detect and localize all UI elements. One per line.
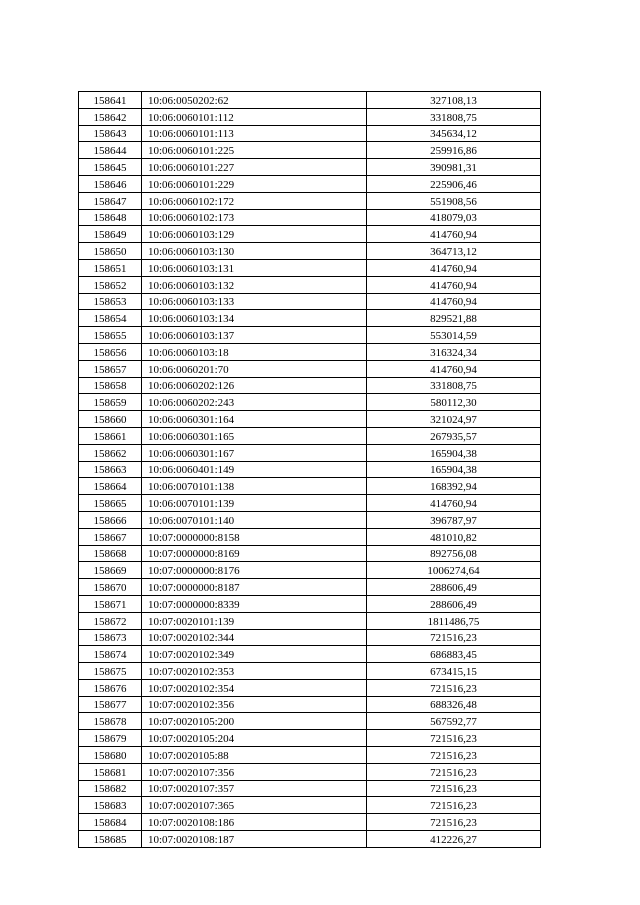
cadastral-number-cell: 10:07:0020107:356 [142,763,367,780]
cadastral-number-cell: 10:07:0000000:8187 [142,579,367,596]
table-row [79,831,541,848]
table-row [79,579,541,596]
table-row [79,209,541,226]
value-cell: 414760,94 [367,495,541,512]
row-id-cell: 158659 [79,394,142,411]
row-id-cell: 158675 [79,663,142,680]
table-row [79,528,541,545]
cadastral-number-cell: 10:06:0050202:62 [142,92,367,109]
table-row [79,478,541,495]
table-row [79,360,541,377]
table-row [79,730,541,747]
cadastral-number-cell: 10:07:0020105:204 [142,730,367,747]
value-cell: 316324,34 [367,343,541,360]
value-cell: 327108,13 [367,92,541,109]
cadastral-number-cell: 10:06:0060103:129 [142,226,367,243]
row-id-cell: 158676 [79,679,142,696]
table-row [79,427,541,444]
value-cell: 414760,94 [367,293,541,310]
cadastral-number-cell: 10:07:0020105:88 [142,747,367,764]
table-row [79,108,541,125]
value-cell: 288606,49 [367,595,541,612]
value-cell: 345634,12 [367,125,541,142]
row-id-cell: 158646 [79,175,142,192]
cadastral-number-cell: 10:07:0020108:187 [142,831,367,848]
cadastral-number-cell: 10:06:0060101:225 [142,142,367,159]
table-row [79,663,541,680]
value-cell: 331808,75 [367,108,541,125]
table-row [79,797,541,814]
value-cell: 321024,97 [367,411,541,428]
row-id-cell: 158651 [79,259,142,276]
cadastral-number-cell: 10:07:0020102:349 [142,646,367,663]
row-id-cell: 158658 [79,377,142,394]
row-id-cell: 158684 [79,814,142,831]
row-id-cell: 158668 [79,545,142,562]
cadastral-number-cell: 10:07:0020102:344 [142,629,367,646]
row-id-cell: 158666 [79,511,142,528]
row-id-cell: 158673 [79,629,142,646]
value-cell: 553014,59 [367,327,541,344]
cadastral-number-cell: 10:06:0060202:243 [142,394,367,411]
table-row [79,327,541,344]
value-cell: 414760,94 [367,276,541,293]
row-id-cell: 158641 [79,92,142,109]
row-id-cell: 158677 [79,696,142,713]
cadastral-number-cell: 10:07:0000000:8158 [142,528,367,545]
value-cell: 1006274,64 [367,562,541,579]
row-id-cell: 158654 [79,310,142,327]
cadastral-number-cell: 10:06:0060103:137 [142,327,367,344]
value-cell: 412226,27 [367,831,541,848]
cadastral-number-cell: 10:06:0060401:149 [142,461,367,478]
cadastral-number-cell: 10:06:0060301:164 [142,411,367,428]
value-cell: 1811486,75 [367,612,541,629]
table-row [79,595,541,612]
cadastral-number-cell: 10:06:0070101:139 [142,495,367,512]
row-id-cell: 158652 [79,276,142,293]
row-id-cell: 158648 [79,209,142,226]
cadastral-number-cell: 10:06:0060202:126 [142,377,367,394]
table-row [79,92,541,109]
cadastral-number-cell: 10:06:0060102:173 [142,209,367,226]
cadastral-number-cell: 10:07:0020108:186 [142,814,367,831]
table-row [79,629,541,646]
row-id-cell: 158669 [79,562,142,579]
value-cell: 688326,48 [367,696,541,713]
row-id-cell: 158644 [79,142,142,159]
table-row [79,814,541,831]
row-id-cell: 158667 [79,528,142,545]
row-id-cell: 158655 [79,327,142,344]
value-cell: 721516,23 [367,747,541,764]
cadastral-number-cell: 10:06:0060301:165 [142,427,367,444]
row-id-cell: 158663 [79,461,142,478]
cadastral-number-cell: 10:06:0060301:167 [142,444,367,461]
cadastral-number-cell: 10:07:0000000:8169 [142,545,367,562]
value-cell: 267935,57 [367,427,541,444]
table-row [79,461,541,478]
value-cell: 390981,31 [367,159,541,176]
value-cell: 580112,30 [367,394,541,411]
row-id-cell: 158650 [79,243,142,260]
cadastral-number-cell: 10:07:0020102:356 [142,696,367,713]
value-cell: 331808,75 [367,377,541,394]
value-cell: 686883,45 [367,646,541,663]
table-row [79,411,541,428]
table-row [79,175,541,192]
table-row [79,343,541,360]
table-row [79,310,541,327]
row-id-cell: 158679 [79,730,142,747]
value-cell: 364713,12 [367,243,541,260]
table-body [79,92,541,848]
cadastral-number-cell: 10:06:0060103:133 [142,293,367,310]
cadastral-value-table [78,91,541,848]
table-row [79,377,541,394]
table-row [79,747,541,764]
cadastral-number-cell: 10:07:0020107:365 [142,797,367,814]
table-row [79,226,541,243]
row-id-cell: 158674 [79,646,142,663]
table-row [79,646,541,663]
value-cell: 721516,23 [367,814,541,831]
table-row [79,125,541,142]
value-cell: 673415,15 [367,663,541,680]
row-id-cell: 158657 [79,360,142,377]
cadastral-number-cell: 10:06:0070101:140 [142,511,367,528]
cadastral-number-cell: 10:06:0070101:138 [142,478,367,495]
table-row [79,679,541,696]
value-cell: 414760,94 [367,360,541,377]
value-cell: 721516,23 [367,797,541,814]
row-id-cell: 158664 [79,478,142,495]
cadastral-number-cell: 10:06:0060103:132 [142,276,367,293]
table-row [79,763,541,780]
cadastral-number-cell: 10:07:0020105:200 [142,713,367,730]
value-cell: 829521,88 [367,310,541,327]
cadastral-number-cell: 10:07:0000000:8176 [142,562,367,579]
row-id-cell: 158678 [79,713,142,730]
cadastral-number-cell: 10:06:0060103:18 [142,343,367,360]
value-cell: 721516,23 [367,629,541,646]
row-id-cell: 158683 [79,797,142,814]
row-id-cell: 158681 [79,763,142,780]
row-id-cell: 158656 [79,343,142,360]
row-id-cell: 158649 [79,226,142,243]
table-row [79,259,541,276]
value-cell: 259916,86 [367,142,541,159]
row-id-cell: 158670 [79,579,142,596]
cadastral-number-cell: 10:06:0060101:229 [142,175,367,192]
cadastral-number-cell: 10:06:0060103:134 [142,310,367,327]
table-row [79,713,541,730]
value-cell: 567592,77 [367,713,541,730]
value-cell: 551908,56 [367,192,541,209]
cadastral-number-cell: 10:07:0020101:139 [142,612,367,629]
cadastral-number-cell: 10:06:0060101:112 [142,108,367,125]
value-cell: 165904,38 [367,461,541,478]
cadastral-number-cell: 10:06:0060102:172 [142,192,367,209]
table-row [79,495,541,512]
cadastral-number-cell: 10:07:0020102:353 [142,663,367,680]
value-cell: 481010,82 [367,528,541,545]
value-cell: 165904,38 [367,444,541,461]
row-id-cell: 158680 [79,747,142,764]
value-cell: 418079,03 [367,209,541,226]
table-row [79,243,541,260]
row-id-cell: 158660 [79,411,142,428]
table-row [79,780,541,797]
cadastral-number-cell: 10:06:0060201:70 [142,360,367,377]
table-row [79,545,541,562]
value-cell: 288606,49 [367,579,541,596]
cadastral-number-cell: 10:07:0000000:8339 [142,595,367,612]
row-id-cell: 158645 [79,159,142,176]
cadastral-number-cell: 10:07:0020102:354 [142,679,367,696]
row-id-cell: 158682 [79,780,142,797]
row-id-cell: 158647 [79,192,142,209]
cadastral-number-cell: 10:07:0020107:357 [142,780,367,797]
table-row [79,562,541,579]
table-row [79,276,541,293]
value-cell: 721516,23 [367,780,541,797]
row-id-cell: 158653 [79,293,142,310]
cadastral-number-cell: 10:06:0060101:227 [142,159,367,176]
table-row [79,444,541,461]
table-row [79,142,541,159]
table-row [79,696,541,713]
table-row [79,511,541,528]
table-row [79,293,541,310]
value-cell: 396787,97 [367,511,541,528]
value-cell: 225906,46 [367,175,541,192]
row-id-cell: 158643 [79,125,142,142]
row-id-cell: 158685 [79,831,142,848]
value-cell: 721516,23 [367,679,541,696]
table-row [79,612,541,629]
value-cell: 168392,94 [367,478,541,495]
cadastral-number-cell: 10:06:0060103:130 [142,243,367,260]
value-cell: 414760,94 [367,226,541,243]
cadastral-number-cell: 10:06:0060103:131 [142,259,367,276]
table-row [79,192,541,209]
cadastral-number-cell: 10:06:0060101:113 [142,125,367,142]
table-row [79,394,541,411]
value-cell: 721516,23 [367,730,541,747]
row-id-cell: 158661 [79,427,142,444]
row-id-cell: 158672 [79,612,142,629]
row-id-cell: 158665 [79,495,142,512]
table-row [79,159,541,176]
value-cell: 414760,94 [367,259,541,276]
value-cell: 721516,23 [367,763,541,780]
row-id-cell: 158662 [79,444,142,461]
value-cell: 892756,08 [367,545,541,562]
row-id-cell: 158671 [79,595,142,612]
row-id-cell: 158642 [79,108,142,125]
